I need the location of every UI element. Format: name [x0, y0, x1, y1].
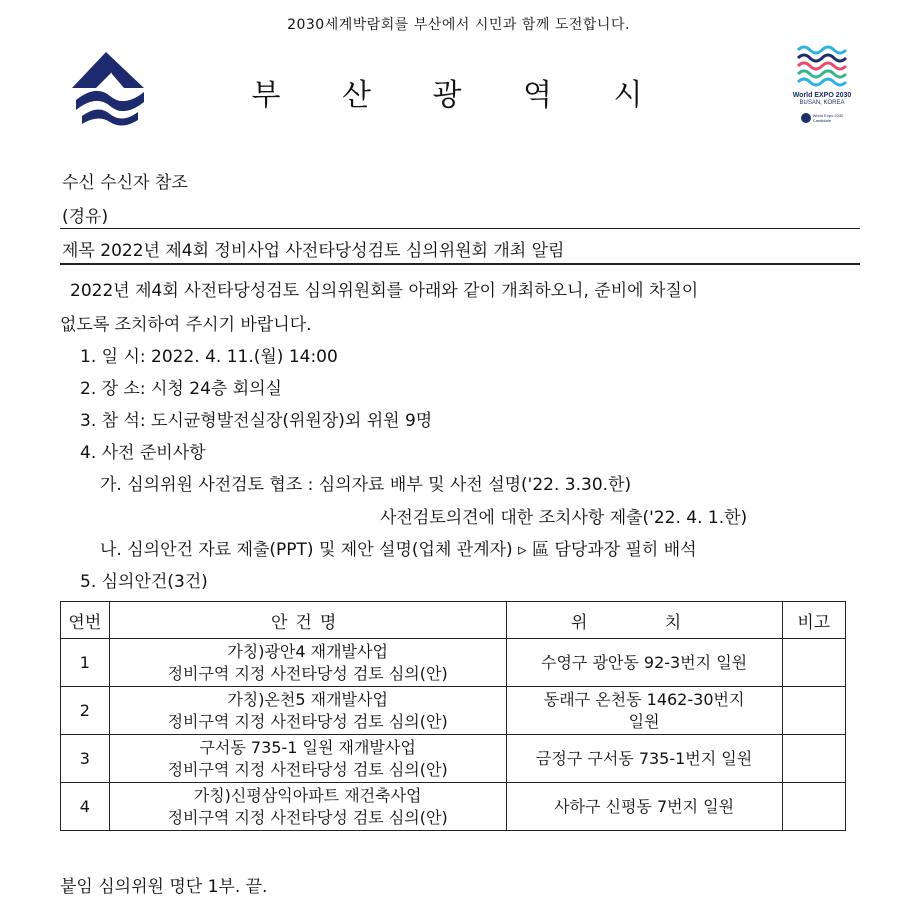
row-note [782, 735, 845, 783]
table-row [61, 735, 846, 783]
table-row [61, 783, 846, 831]
row-location [506, 687, 782, 735]
expo-title: World EXPO 2030 [792, 92, 852, 99]
item-prep-ga: 가. 심의위원 사전검토 협조 : 심의자료 배부 및 사전 설명('22. 3.30.한) [100, 475, 632, 495]
slogan-text: 2030세계박람회를 부산에서 시민과 함께 도전합니다. [287, 17, 630, 33]
candidate-emblem-icon [801, 113, 811, 123]
expo-subtitle: BUSAN, KOREA [799, 100, 845, 106]
row-note [782, 783, 845, 831]
candidate-line2: Candidate [812, 118, 831, 123]
agenda-name-line2: 정비구역 지정 사전타당성 검토 심의(안) [167, 759, 448, 779]
expo-candidate-badge [782, 113, 862, 123]
world-expo-2030-logo [782, 42, 862, 142]
item-preparations: 4. 사전 준비사항 [80, 443, 206, 463]
agenda-name-line2: 정비구역 지정 사전타당성 검토 심의(안) [167, 711, 448, 731]
item-prep-ga-continued: 사전검토의견에 대한 조치사항 제출('22. 4. 1.한) [380, 508, 748, 528]
location-line1: 사하구 신평동 7번지 일원 [554, 796, 735, 816]
item-agenda-count: 5. 심의안건(3건) [80, 572, 208, 592]
header-note: 비고 [782, 602, 845, 639]
location-line1: 금정구 구서동 735-1번지 일원 [535, 748, 753, 768]
row-agenda-name [109, 639, 506, 687]
row-location [506, 639, 782, 687]
row-no: 1 [61, 639, 110, 687]
agenda-name-line1: 구서동 735-1 일원 재개발사업 [199, 737, 416, 757]
row-location [506, 783, 782, 831]
header-agenda-name: 안건명 [109, 602, 506, 639]
intro-paragraph-line1: 2022년 제4회 사전타당성검토 심의위원회를 아래와 같이 개최하오니, 준비에 차질이 [70, 281, 699, 301]
agenda-name-line1: 가칭)광안4 재개발사업 [227, 641, 388, 661]
item-attendees: 3. 참 석: 도시균형발전실장(위원장)외 위원 9명 [80, 411, 433, 431]
agenda-table [60, 601, 846, 831]
item-prep-na: 나. 심의안건 자료 제출(PPT) 및 제안 설명(업체 관계자) ▹ 區 담당과장 필히 배석 [100, 540, 697, 560]
table-row [61, 687, 846, 735]
row-no: 4 [61, 783, 110, 831]
subject-divider [60, 263, 860, 265]
header-no: 연번 [61, 602, 110, 639]
row-note [782, 639, 845, 687]
recipient-line: 수신 수신자 참조 [62, 173, 188, 193]
row-agenda-name [109, 735, 506, 783]
agenda-name-line2: 정비구역 지정 사전타당성 검토 심의(안) [167, 807, 448, 827]
via-line: (경유) [62, 207, 109, 227]
busan-city-logo [66, 44, 152, 130]
location-line2: 일원 [628, 711, 660, 731]
row-no: 3 [61, 735, 110, 783]
agenda-name-line2: 정비구역 지정 사전타당성 검토 심의(안) [167, 663, 448, 683]
agenda-name-line1: 가칭)온천5 재개발사업 [227, 689, 388, 709]
table-row [61, 639, 846, 687]
location-line1: 동래구 온천동 1462-30번지 [543, 689, 745, 709]
row-note [782, 687, 845, 735]
divider [60, 228, 860, 229]
row-agenda-name [109, 687, 506, 735]
subject-line: 제목 2022년 제4회 정비사업 사전타당성검토 심의위원회 개최 알림 [62, 241, 565, 261]
table-header-row [61, 602, 846, 639]
organization-title: 부 산 광 역 시 [251, 78, 669, 113]
item-date: 1. 일 시: 2022. 4. 11.(월) 14:00 [80, 347, 338, 367]
location-line1: 수영구 광안동 92-3번지 일원 [541, 652, 748, 672]
row-location [506, 735, 782, 783]
agenda-name-line1: 가칭)신평삼익아파트 재건축사업 [193, 785, 422, 805]
item-place: 2. 장 소: 시청 24층 회의실 [80, 379, 282, 399]
candidate-line1: World Expo 2030 [812, 113, 844, 118]
row-agenda-name [109, 783, 506, 831]
intro-paragraph-line2: 없도록 조치하여 주시기 바랍니다. [60, 315, 312, 335]
header-location: 위 치 [506, 602, 782, 639]
attachment-line: 붙임 심의위원 명단 1부. 끝. [60, 877, 268, 897]
row-no: 2 [61, 687, 110, 735]
